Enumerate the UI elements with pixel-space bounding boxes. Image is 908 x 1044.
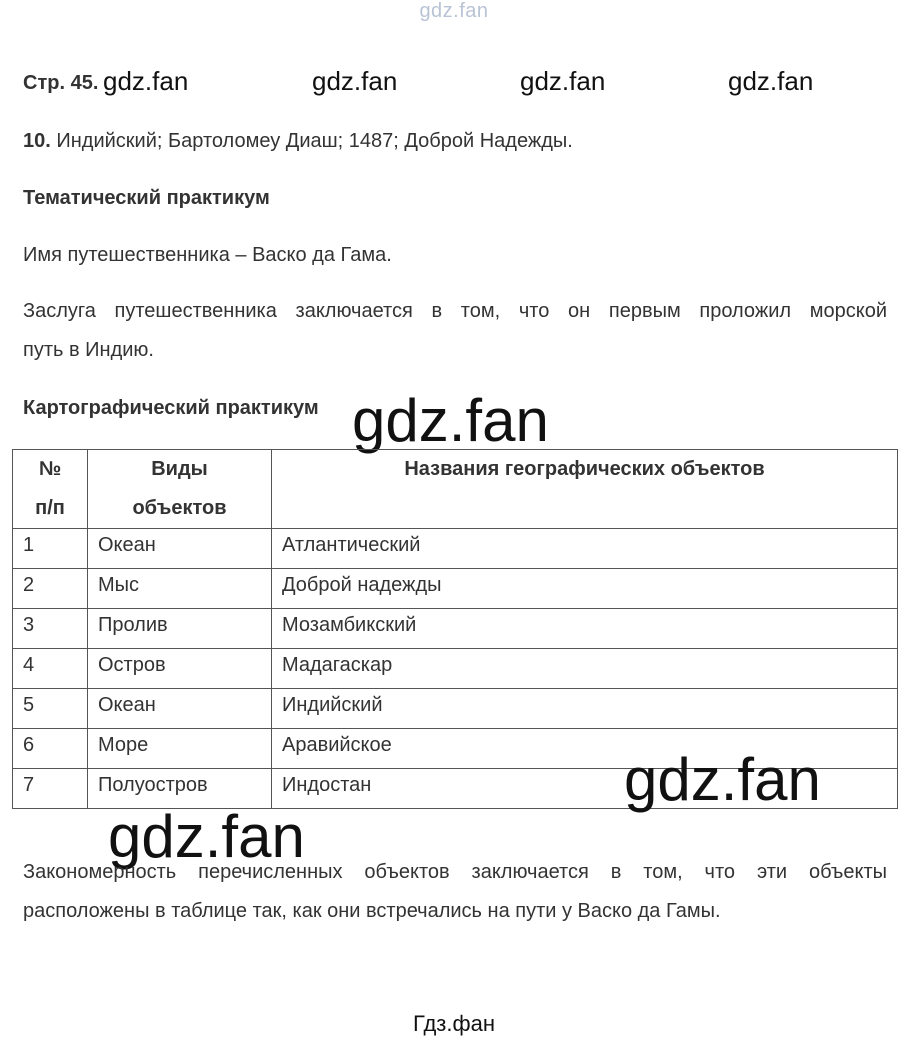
table-row (13, 689, 898, 729)
header-object-type: Виды объектов (88, 450, 272, 529)
conclusion-line: расположены в таблице так, как они встречались на пути у Васко да Гамы. (23, 900, 721, 922)
watermark: gdz.fan (312, 66, 398, 96)
object-type-cell: Океан (88, 529, 272, 569)
task-number: 10. (23, 130, 51, 152)
row-number-cell: 1 (13, 529, 88, 569)
object-name-cell: Индостан (272, 769, 898, 809)
object-name-cell: Мадагаскар (272, 649, 898, 689)
row-number-cell: 4 (13, 649, 88, 689)
watermark: gdz.fan (103, 66, 189, 96)
object-type-cell: Море (88, 729, 272, 769)
object-name-cell: Доброй надежды (272, 569, 898, 609)
thematic-heading: Тематический практикум (23, 187, 270, 209)
row-number-cell: 7 (13, 769, 88, 809)
table-row (13, 529, 898, 569)
table-row (13, 569, 898, 609)
row-number-cell: 3 (13, 609, 88, 649)
object-name-cell: Аравийское (272, 729, 898, 769)
merit-line: Заслуга путешественника заключается в том, что он первым проложил морской (23, 300, 887, 322)
conclusion-line: Закономерность перечисленных объектов заключается в том, что эти объекты (23, 861, 887, 883)
object-type-cell: Остров (88, 649, 272, 689)
header-number: № п/п (13, 450, 88, 529)
merit-line: путь в Индию. (23, 339, 154, 361)
object-type-cell: Океан (88, 689, 272, 729)
object-type-cell: Пролив (88, 609, 272, 649)
row-number-cell: 6 (13, 729, 88, 769)
object-type-cell: Мыс (88, 569, 272, 609)
watermark: gdz.fan (728, 66, 814, 96)
row-number-cell: 2 (13, 569, 88, 609)
header-object-names: Названия географических объектов (272, 450, 898, 529)
page-reference: Стр. 45. (23, 72, 99, 94)
watermark: gdz.fan (108, 803, 305, 870)
watermark: gdz.fan (352, 387, 549, 454)
conclusion-paragraph (23, 853, 887, 931)
task-10-answer (23, 130, 573, 153)
object-type-cell: Полуостров (88, 769, 272, 809)
traveler-name-line: Имя путешественника – Васко да Гама. (23, 244, 392, 266)
watermark: gdz.fan (520, 66, 606, 96)
traveler-merit-paragraph (23, 292, 887, 370)
table-row (13, 649, 898, 689)
object-name-cell: Мозамбикский (272, 609, 898, 649)
row-number-cell: 5 (13, 689, 88, 729)
cartographic-heading: Картографический практикум (23, 397, 319, 419)
footer-caption: Гдз.фан (413, 1011, 495, 1036)
table-row (13, 609, 898, 649)
watermark-top: gdz.fan (419, 0, 489, 22)
object-name-cell: Атлантический (272, 529, 898, 569)
object-name-cell: Индийский (272, 689, 898, 729)
watermark: gdz.fan (624, 746, 821, 813)
table-header-row (13, 450, 898, 529)
task-text: Индийский; Бартоломеу Диаш; 1487; Доброй Надежды. (50, 130, 573, 152)
